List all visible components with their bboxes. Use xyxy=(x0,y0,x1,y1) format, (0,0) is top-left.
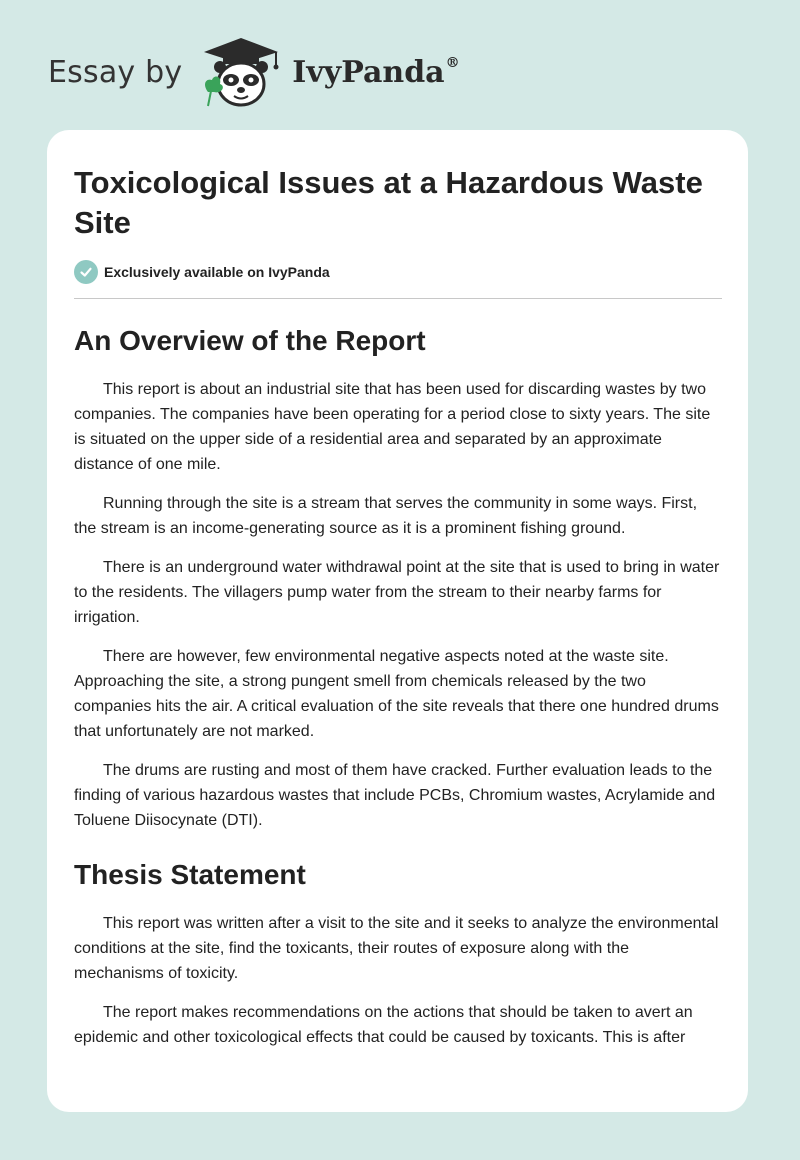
article-title: Toxicological Issues at a Hazardous Waste Site xyxy=(74,165,703,240)
check-icon xyxy=(74,260,98,284)
article-card xyxy=(47,130,748,1112)
site-header xyxy=(48,34,460,110)
registered-mark: ® xyxy=(445,54,460,71)
paragraph: There are however, few environmental negative aspects noted at the waste site. Approaching the site, a strong pungent smell from chemicals released by the two companies hits the air. A critical evaluation of the site reveals that there one hundred drums that unfortunately are not marked. xyxy=(74,648,719,740)
paragraph: There is an underground water withdrawal point at the site that is used to bring in water to the residents. The villagers pump water from the stream to their nearby farms for irrigation. xyxy=(74,559,720,626)
section-heading-thesis: Thesis Statement xyxy=(74,859,306,890)
paragraph: This report was written after a visit to the site and it seeks to analyze the environmental conditions at the site, find the toxicants, their routes of exposure along with the mechanisms of toxicity. xyxy=(74,915,719,982)
exclusive-text: Exclusively available on IvyPanda xyxy=(104,264,330,280)
section-heading-overview: An Overview of the Report xyxy=(74,325,426,356)
paragraph: The drums are rusting and most of them have cracked. Further evaluation leads to the finding of various hazardous wastes that include PCBs, Chromium wastes, Acrylamide and Toluene Diisocynate (DTI). xyxy=(74,762,716,829)
paragraph: Running through the site is a stream that serves the community in some ways. First, the stream is an income-generating source as it is a prominent fishing ground. xyxy=(74,495,698,537)
exclusive-badge xyxy=(74,260,722,299)
panda-graduate-icon xyxy=(198,34,284,110)
brand-name[interactable] xyxy=(292,55,459,90)
paragraph: This report is about an industrial site that has been used for discarding wastes by two companies. The companies have been operating for a period close to sixty years. The site is situated on the upper side of a residential area and separated by an approximate distance of one mile. xyxy=(74,381,711,473)
brand-text: IvyPanda xyxy=(292,54,445,90)
paragraph: The report makes recommendations on the actions that should be taken to avert an epidemic and other toxicological effects that could be caused by toxicants. This is after xyxy=(74,1004,693,1046)
essay-by-label: Essay by xyxy=(48,54,183,90)
